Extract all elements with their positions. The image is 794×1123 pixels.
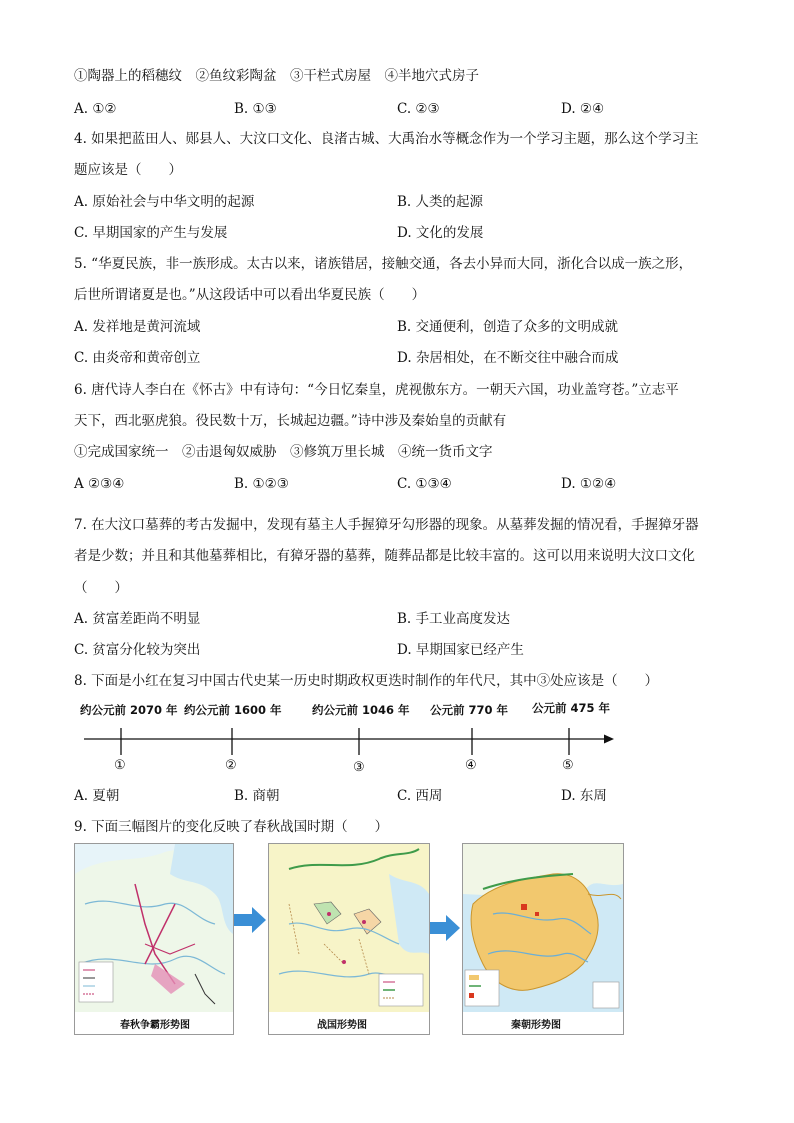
q3-items: ①陶器上的稻穗纹 ②鱼纹彩陶盆 ③干栏式房屋 ④半地穴式房子	[74, 68, 479, 84]
q3-option-b[interactable]: B. ①③	[234, 101, 277, 117]
q7-stem-line3: （ ）	[74, 580, 128, 596]
q7-stem-line1: 7. 在大汶口墓葬的考古发掘中，发现有墓主人手握獐牙勾形器的现象。从墓葬发掘的情况看，手握獐牙器	[74, 517, 699, 533]
q6-items: ①完成国家统一 ②击退匈奴威胁 ③修筑万里长城 ④统一货币文字	[74, 444, 493, 460]
q5-stem-line1: 5. “华夏民族，非一族形成。太古以来，诸族错居，接触交通，各去小异而大同，浙化合以成一族之形，	[74, 256, 693, 272]
timeline-mark-3: ③	[353, 760, 365, 775]
q6-option-a[interactable]: A ②③④	[74, 476, 125, 492]
q7-stem-line2: 者是少数；并且和其他墓葬相比，有獐牙器的墓葬，随葬品都是比较丰富的。这可以用来说明大汶口文化	[74, 548, 695, 564]
timeline-mark-2: ②	[225, 758, 237, 773]
timeline-date-2: 约公元前 1600 年	[184, 703, 282, 717]
q4-option-d[interactable]: D. 文化的发展	[397, 225, 484, 241]
q6-stem-line1: 6. 唐代诗人李白在《怀古》中有诗句：“今日忆秦皇，虎视傲东方。一朝天六国，功业盖穹苍。”立志平	[74, 382, 679, 398]
q5-option-b[interactable]: B. 交通便利，创造了众多的文明成就	[397, 319, 619, 335]
q3-option-a[interactable]: A. ①②	[74, 101, 117, 117]
q5-option-d[interactable]: D. 杂居相处，在不断交往中融合而成	[397, 350, 619, 366]
map-warring-states	[268, 843, 430, 1035]
q6-stem-line2: 天下，西北驱虎狼。役民数十万，长城起边疆。”诗中涉及秦始皇的贡献有	[74, 413, 507, 429]
q6-option-c[interactable]: C. ①③④	[397, 476, 452, 492]
map-caption-warring-states: 战国形势图	[317, 1020, 367, 1031]
map-spring-autumn	[74, 843, 234, 1035]
timeline-mark-4: ④	[465, 758, 477, 773]
q3-option-d[interactable]: D. ②④	[561, 101, 605, 117]
timeline-mark-5: ⑤	[562, 758, 574, 773]
q7-option-a[interactable]: A. 贫富差距尚不明显	[74, 611, 201, 627]
timeline-date-1: 约公元前 2070 年	[80, 703, 178, 717]
map-spring-autumn-image	[75, 844, 233, 1012]
map-qin	[462, 843, 624, 1035]
q8-option-b[interactable]: B. 商朝	[234, 788, 280, 804]
q8-stem: 8. 下面是小红在复习中国古代史某一历史时期政权更迭时制作的年代尺，其中③处应该是（ ）	[74, 673, 659, 689]
q8-option-a[interactable]: A. 夏朝	[74, 788, 120, 804]
q5-stem-line2: 后世所谓诸夏是也。”从这段话中可以看出华夏民族（ ）	[74, 287, 426, 303]
timeline-mark-1: ①	[114, 758, 126, 773]
map-caption-qin: 秦朝形势图	[511, 1020, 561, 1031]
q6-option-d[interactable]: D. ①②④	[561, 476, 617, 492]
arrow-right-icon	[232, 905, 268, 935]
q4-option-b[interactable]: B. 人类的起源	[397, 194, 484, 210]
q9-stem: 9. 下面三幅图片的变化反映了春秋战国时期（ ）	[74, 819, 389, 835]
q4-option-c[interactable]: C. 早期国家的产生与发展	[74, 225, 228, 241]
map-figures	[74, 843, 634, 1033]
q4-stem-line2: 题应该是（ ）	[74, 162, 182, 178]
q4-stem-line1: 4. 如果把蓝田人、郧县人、大汶口文化、良渚古城、大禹治水等概念作为一个学习主题，那么这个学习主	[74, 131, 699, 147]
q4-option-a[interactable]: A. 原始社会与中华文明的起源	[74, 194, 255, 210]
q8-option-c[interactable]: C. 西周	[397, 788, 443, 804]
arrow-right-icon	[428, 913, 462, 943]
timeline	[74, 700, 634, 810]
q7-option-d[interactable]: D. 早期国家已经产生	[397, 642, 524, 658]
timeline-ticks	[121, 728, 569, 755]
q5-option-a[interactable]: A. 发祥地是黄河流域	[74, 319, 201, 335]
map-qin-image	[463, 844, 623, 1012]
q7-option-b[interactable]: B. 手工业高度发达	[397, 611, 511, 627]
timeline-date-4: 公元前 770 年	[430, 703, 509, 717]
q7-option-c[interactable]: C. 贫富分化较为突出	[74, 642, 201, 658]
q6-option-b[interactable]: B. ①②③	[234, 476, 289, 492]
q8-option-d[interactable]: D. 东周	[561, 788, 607, 804]
timeline-date-3: 约公元前 1046 年	[312, 703, 410, 717]
map-caption-spring-autumn: 春秋争霸形势图	[120, 1020, 190, 1031]
q5-option-c[interactable]: C. 由炎帝和黄帝创立	[74, 350, 201, 366]
timeline-date-5: 公元前 475 年	[532, 701, 611, 715]
map-warring-states-image	[269, 844, 429, 1012]
q3-option-c[interactable]: C. ②③	[397, 101, 440, 117]
